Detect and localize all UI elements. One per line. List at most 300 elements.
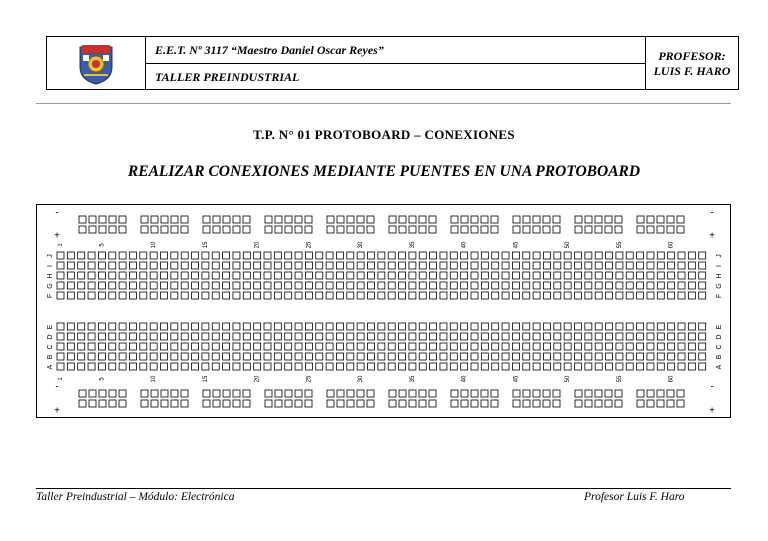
terminal-hole bbox=[378, 272, 385, 279]
column-number-bottom: 5 bbox=[99, 377, 106, 381]
terminal-hole bbox=[171, 343, 178, 350]
terminal-hole bbox=[109, 282, 116, 289]
bottom-rail-hole bbox=[523, 400, 530, 407]
terminal-hole bbox=[637, 333, 644, 340]
terminal-hole bbox=[564, 353, 571, 360]
terminal-hole bbox=[336, 282, 343, 289]
terminal-hole bbox=[243, 282, 250, 289]
terminal-hole bbox=[450, 252, 457, 259]
terminal-hole bbox=[595, 252, 602, 259]
terminal-hole bbox=[140, 292, 147, 299]
terminal-hole bbox=[192, 333, 199, 340]
top-rail-hole bbox=[79, 226, 86, 233]
terminal-hole bbox=[223, 252, 230, 259]
tp-title: T.P. N° 01 PROTOBOARD – CONEXIONES bbox=[253, 127, 515, 142]
terminal-hole bbox=[471, 282, 478, 289]
terminal-hole bbox=[461, 333, 468, 340]
terminal-hole bbox=[202, 323, 209, 330]
terminal-hole bbox=[357, 353, 364, 360]
terminal-hole bbox=[626, 333, 633, 340]
terminal-hole bbox=[543, 292, 550, 299]
column-number-top: 20 bbox=[254, 241, 261, 249]
terminal-hole bbox=[668, 272, 675, 279]
bottom-rail-hole bbox=[647, 400, 654, 407]
terminal-hole bbox=[140, 323, 147, 330]
top-rail-hole bbox=[595, 226, 602, 233]
terminal-hole bbox=[523, 292, 530, 299]
terminal-hole bbox=[233, 282, 240, 289]
bottom-rail-hole bbox=[513, 400, 520, 407]
top-rail-hole bbox=[553, 216, 560, 223]
terminal-hole bbox=[585, 282, 592, 289]
terminal-hole bbox=[657, 282, 664, 289]
row-label-right: D bbox=[715, 334, 723, 340]
terminal-hole bbox=[637, 353, 644, 360]
terminal-hole bbox=[67, 333, 74, 340]
terminal-hole bbox=[129, 353, 136, 360]
terminal-hole bbox=[264, 272, 271, 279]
terminal-hole bbox=[150, 292, 157, 299]
bottom-rail-hole bbox=[419, 400, 426, 407]
terminal-hole bbox=[523, 272, 530, 279]
terminal-hole bbox=[419, 323, 426, 330]
top-rail-hole bbox=[109, 216, 116, 223]
terminal-hole bbox=[57, 363, 64, 370]
top-rail-hole bbox=[523, 216, 530, 223]
column-number-bottom: 40 bbox=[461, 375, 468, 383]
terminal-hole bbox=[295, 333, 302, 340]
row-label-left: F bbox=[46, 293, 54, 299]
column-number-top: 25 bbox=[306, 241, 313, 249]
terminal-hole bbox=[595, 363, 602, 370]
terminal-hole bbox=[688, 292, 695, 299]
terminal-hole bbox=[140, 353, 147, 360]
terminal-hole bbox=[233, 343, 240, 350]
bottom-rail-hole bbox=[171, 390, 178, 397]
terminal-hole bbox=[678, 343, 685, 350]
terminal-hole bbox=[119, 282, 126, 289]
terminal-hole bbox=[471, 333, 478, 340]
top-rail-hole bbox=[161, 226, 168, 233]
terminal-hole bbox=[606, 333, 613, 340]
column-number-top: 50 bbox=[565, 241, 572, 249]
top-rail-hole bbox=[327, 216, 334, 223]
terminal-hole bbox=[264, 363, 271, 370]
bottom-rail-hole bbox=[141, 400, 148, 407]
terminal-hole bbox=[212, 333, 219, 340]
bottom-rail-hole bbox=[181, 400, 188, 407]
bottom-rail-hole bbox=[213, 400, 220, 407]
terminal-hole bbox=[564, 262, 571, 269]
terminal-hole bbox=[347, 272, 354, 279]
terminal-hole bbox=[233, 333, 240, 340]
terminal-hole bbox=[616, 353, 623, 360]
terminal-hole bbox=[502, 333, 509, 340]
terminal-hole bbox=[409, 292, 416, 299]
top-rail-hole bbox=[585, 226, 592, 233]
terminal-hole bbox=[67, 252, 74, 259]
top-rail-hole bbox=[243, 216, 250, 223]
terminal-hole bbox=[202, 363, 209, 370]
terminal-hole bbox=[88, 272, 95, 279]
terminal-hole bbox=[202, 262, 209, 269]
column-number-top: 10 bbox=[151, 241, 158, 249]
terminal-hole bbox=[678, 252, 685, 259]
bottom-rail-hole bbox=[367, 390, 374, 397]
terminal-hole bbox=[399, 343, 406, 350]
terminal-hole bbox=[336, 323, 343, 330]
terminal-hole bbox=[502, 252, 509, 259]
header-center bbox=[145, 37, 646, 89]
top-rail-hole bbox=[637, 226, 644, 233]
top-rail-hole bbox=[223, 216, 230, 223]
terminal-hole bbox=[192, 323, 199, 330]
terminal-hole bbox=[305, 353, 312, 360]
bottom-rail-hole bbox=[575, 400, 582, 407]
bottom-rail-hole bbox=[409, 390, 416, 397]
terminal-hole bbox=[78, 333, 85, 340]
terminal-hole bbox=[523, 323, 530, 330]
terminal-hole bbox=[616, 262, 623, 269]
top-rail-hole bbox=[141, 226, 148, 233]
top-rail-hole bbox=[615, 226, 622, 233]
terminal-hole bbox=[637, 262, 644, 269]
terminal-hole bbox=[512, 333, 519, 340]
terminal-hole bbox=[440, 323, 447, 330]
bottom-rail-hole bbox=[203, 390, 210, 397]
terminal-hole bbox=[181, 262, 188, 269]
terminal-hole bbox=[647, 323, 654, 330]
terminal-hole bbox=[554, 292, 561, 299]
terminal-hole bbox=[326, 353, 333, 360]
terminal-hole bbox=[492, 272, 499, 279]
terminal-hole bbox=[606, 343, 613, 350]
terminal-hole bbox=[461, 363, 468, 370]
bottom-rail-hole bbox=[233, 400, 240, 407]
bottom-rail-hole bbox=[481, 390, 488, 397]
top-rail-hole bbox=[657, 226, 664, 233]
terminal-hole bbox=[233, 252, 240, 259]
terminal-hole bbox=[554, 343, 561, 350]
bottom-rail-hole bbox=[99, 390, 106, 397]
terminal-hole bbox=[543, 323, 550, 330]
top-rail-hole bbox=[265, 226, 272, 233]
top-rail-hole bbox=[677, 216, 684, 223]
bottom-rail-hole bbox=[223, 400, 230, 407]
terminal-hole bbox=[461, 262, 468, 269]
bottom-rail-plus-left: + bbox=[54, 405, 60, 417]
top-rail-hole bbox=[451, 226, 458, 233]
terminal-hole bbox=[378, 292, 385, 299]
terminal-hole bbox=[67, 353, 74, 360]
terminal-hole bbox=[419, 333, 426, 340]
top-rail-hole bbox=[595, 216, 602, 223]
terminal-hole bbox=[119, 343, 126, 350]
terminal-hole bbox=[347, 353, 354, 360]
top-rail-hole bbox=[399, 226, 406, 233]
terminal-hole bbox=[481, 363, 488, 370]
terminal-hole bbox=[471, 272, 478, 279]
bottom-rail-hole bbox=[471, 400, 478, 407]
terminal-hole bbox=[688, 262, 695, 269]
bottom-rail-hole bbox=[399, 400, 406, 407]
bottom-rail-hole bbox=[295, 400, 302, 407]
terminal-hole bbox=[585, 353, 592, 360]
terminal-hole bbox=[243, 252, 250, 259]
column-number-top: 1 bbox=[58, 243, 65, 247]
terminal-hole bbox=[512, 272, 519, 279]
row-label-left: H bbox=[46, 273, 54, 279]
terminal-hole bbox=[388, 292, 395, 299]
bottom-rail-hole bbox=[285, 390, 292, 397]
terminal-hole bbox=[223, 353, 230, 360]
terminal-hole bbox=[471, 363, 478, 370]
top-rail-hole bbox=[533, 216, 540, 223]
terminal-hole bbox=[606, 252, 613, 259]
terminal-hole bbox=[668, 363, 675, 370]
terminal-hole bbox=[512, 323, 519, 330]
terminal-hole bbox=[523, 252, 530, 259]
terminal-hole bbox=[699, 353, 706, 360]
column-number-bottom: 50 bbox=[565, 375, 572, 383]
terminal-hole bbox=[254, 292, 261, 299]
terminal-hole bbox=[57, 343, 64, 350]
top-rail-hole bbox=[667, 226, 674, 233]
terminal-hole bbox=[357, 323, 364, 330]
teacher-label: PROFESOR: bbox=[658, 49, 726, 63]
terminal-hole bbox=[647, 333, 654, 340]
terminal-hole bbox=[678, 353, 685, 360]
terminal-hole bbox=[388, 282, 395, 289]
row-label-right: B bbox=[715, 354, 723, 360]
terminal-hole bbox=[399, 272, 406, 279]
terminal-hole bbox=[88, 363, 95, 370]
terminal-hole bbox=[212, 363, 219, 370]
terminal-hole bbox=[378, 323, 385, 330]
terminal-hole bbox=[78, 282, 85, 289]
bottom-rail-hole bbox=[605, 400, 612, 407]
column-number-bottom: 15 bbox=[202, 375, 209, 383]
terminal-hole bbox=[78, 292, 85, 299]
top-rail-hole bbox=[151, 216, 158, 223]
terminal-hole bbox=[554, 252, 561, 259]
terminal-hole bbox=[430, 282, 437, 289]
terminal-hole bbox=[181, 323, 188, 330]
terminal-hole bbox=[409, 252, 416, 259]
terminal-hole bbox=[647, 292, 654, 299]
top-rail-hole bbox=[213, 216, 220, 223]
terminal-hole bbox=[254, 262, 261, 269]
terminal-hole bbox=[430, 262, 437, 269]
terminal-hole bbox=[57, 272, 64, 279]
terminal-hole bbox=[357, 252, 364, 259]
terminal-hole bbox=[430, 333, 437, 340]
terminal-hole bbox=[419, 353, 426, 360]
terminal-hole bbox=[533, 353, 540, 360]
bottom-rail-hole bbox=[409, 400, 416, 407]
terminal-hole bbox=[150, 323, 157, 330]
terminal-hole bbox=[575, 272, 582, 279]
terminal-hole bbox=[481, 272, 488, 279]
header-separator bbox=[36, 103, 731, 104]
terminal-hole bbox=[543, 363, 550, 370]
terminal-hole bbox=[326, 252, 333, 259]
terminal-hole bbox=[233, 363, 240, 370]
terminal-hole bbox=[564, 252, 571, 259]
top-rail-hole bbox=[327, 226, 334, 233]
top-rail-hole bbox=[657, 216, 664, 223]
top-rail-hole bbox=[533, 226, 540, 233]
terminal-hole bbox=[637, 292, 644, 299]
terminal-hole bbox=[688, 272, 695, 279]
terminal-hole bbox=[243, 292, 250, 299]
terminal-hole bbox=[368, 272, 375, 279]
terminal-hole bbox=[357, 363, 364, 370]
column-number-bottom: 1 bbox=[58, 377, 65, 381]
terminal-hole bbox=[285, 343, 292, 350]
terminal-hole bbox=[295, 252, 302, 259]
top-rail-hole bbox=[575, 216, 582, 223]
terminal-hole bbox=[533, 333, 540, 340]
terminal-hole bbox=[223, 282, 230, 289]
terminal-hole bbox=[626, 363, 633, 370]
terminal-hole bbox=[606, 262, 613, 269]
bottom-rail-hole bbox=[275, 390, 282, 397]
terminal-hole bbox=[554, 323, 561, 330]
terminal-hole bbox=[699, 272, 706, 279]
terminal-hole bbox=[129, 282, 136, 289]
column-number-top: 45 bbox=[513, 241, 520, 249]
terminal-hole bbox=[181, 272, 188, 279]
terminal-hole bbox=[181, 363, 188, 370]
terminal-hole bbox=[161, 282, 168, 289]
top-rail-hole bbox=[285, 226, 292, 233]
terminal-hole bbox=[481, 333, 488, 340]
terminal-hole bbox=[274, 282, 281, 289]
top-rail-minus-right: - bbox=[710, 207, 714, 219]
terminal-hole bbox=[347, 323, 354, 330]
bottom-rail-hole bbox=[151, 400, 158, 407]
terminal-hole bbox=[554, 363, 561, 370]
terminal-hole bbox=[243, 272, 250, 279]
terminal-hole bbox=[88, 252, 95, 259]
terminal-hole bbox=[57, 333, 64, 340]
terminal-hole bbox=[616, 272, 623, 279]
terminal-hole bbox=[378, 262, 385, 269]
terminal-hole bbox=[264, 262, 271, 269]
top-rail-hole bbox=[203, 226, 210, 233]
bottom-rail-hole bbox=[461, 390, 468, 397]
terminal-hole bbox=[657, 333, 664, 340]
bottom-rail-hole bbox=[357, 400, 364, 407]
top-rail-hole bbox=[399, 216, 406, 223]
document-header bbox=[46, 36, 739, 90]
bottom-rail-hole bbox=[181, 390, 188, 397]
terminal-hole bbox=[502, 282, 509, 289]
terminal-hole bbox=[595, 323, 602, 330]
terminal-hole bbox=[626, 272, 633, 279]
bottom-rail-hole bbox=[357, 390, 364, 397]
row-label-right: G bbox=[715, 283, 723, 289]
terminal-hole bbox=[243, 333, 250, 340]
terminal-hole bbox=[98, 333, 105, 340]
school-name: E.E.T. Nº 3117 “Maestro Daniel Oscar Reyes” bbox=[155, 43, 384, 57]
terminal-hole bbox=[88, 323, 95, 330]
terminal-hole bbox=[171, 272, 178, 279]
terminal-hole bbox=[419, 363, 426, 370]
terminal-hole bbox=[399, 323, 406, 330]
header-school-row bbox=[145, 37, 645, 64]
terminal-hole bbox=[78, 343, 85, 350]
terminal-hole bbox=[471, 343, 478, 350]
terminal-hole bbox=[471, 292, 478, 299]
terminal-hole bbox=[502, 353, 509, 360]
terminal-hole bbox=[192, 282, 199, 289]
terminal-hole bbox=[409, 353, 416, 360]
bottom-rail-hole bbox=[605, 390, 612, 397]
terminal-hole bbox=[616, 292, 623, 299]
terminal-hole bbox=[688, 363, 695, 370]
terminal-hole bbox=[336, 252, 343, 259]
terminal-hole bbox=[450, 333, 457, 340]
terminal-hole bbox=[409, 282, 416, 289]
terminal-hole bbox=[699, 292, 706, 299]
terminal-hole bbox=[533, 292, 540, 299]
terminal-hole bbox=[637, 343, 644, 350]
terminal-hole bbox=[430, 363, 437, 370]
column-number-top: 15 bbox=[202, 241, 209, 249]
terminal-hole bbox=[316, 363, 323, 370]
terminal-hole bbox=[502, 272, 509, 279]
terminal-hole bbox=[502, 343, 509, 350]
top-rail-hole bbox=[99, 216, 106, 223]
terminal-hole bbox=[129, 252, 136, 259]
terminal-hole bbox=[595, 272, 602, 279]
terminal-hole bbox=[212, 252, 219, 259]
terminal-hole bbox=[233, 262, 240, 269]
terminal-hole bbox=[67, 343, 74, 350]
terminal-hole bbox=[129, 292, 136, 299]
terminal-hole bbox=[668, 343, 675, 350]
terminal-hole bbox=[699, 323, 706, 330]
terminal-hole bbox=[575, 323, 582, 330]
terminal-hole bbox=[98, 323, 105, 330]
terminal-hole bbox=[233, 292, 240, 299]
row-label-left: A bbox=[46, 364, 54, 370]
terminal-hole bbox=[606, 282, 613, 289]
terminal-hole bbox=[202, 282, 209, 289]
row-label-left: D bbox=[46, 334, 54, 340]
terminal-hole bbox=[254, 252, 261, 259]
terminal-hole bbox=[326, 343, 333, 350]
top-rail-hole bbox=[99, 226, 106, 233]
terminal-hole bbox=[129, 262, 136, 269]
terminal-hole bbox=[626, 262, 633, 269]
terminal-hole bbox=[533, 343, 540, 350]
terminal-hole bbox=[171, 353, 178, 360]
top-rail-hole bbox=[553, 226, 560, 233]
column-number-bottom: 10 bbox=[151, 375, 158, 383]
terminal-hole bbox=[274, 272, 281, 279]
terminal-hole bbox=[492, 292, 499, 299]
terminal-hole bbox=[161, 363, 168, 370]
terminal-hole bbox=[399, 333, 406, 340]
terminal-hole bbox=[243, 262, 250, 269]
terminal-hole bbox=[616, 282, 623, 289]
terminal-hole bbox=[481, 262, 488, 269]
terminal-hole bbox=[543, 353, 550, 360]
terminal-hole bbox=[254, 323, 261, 330]
